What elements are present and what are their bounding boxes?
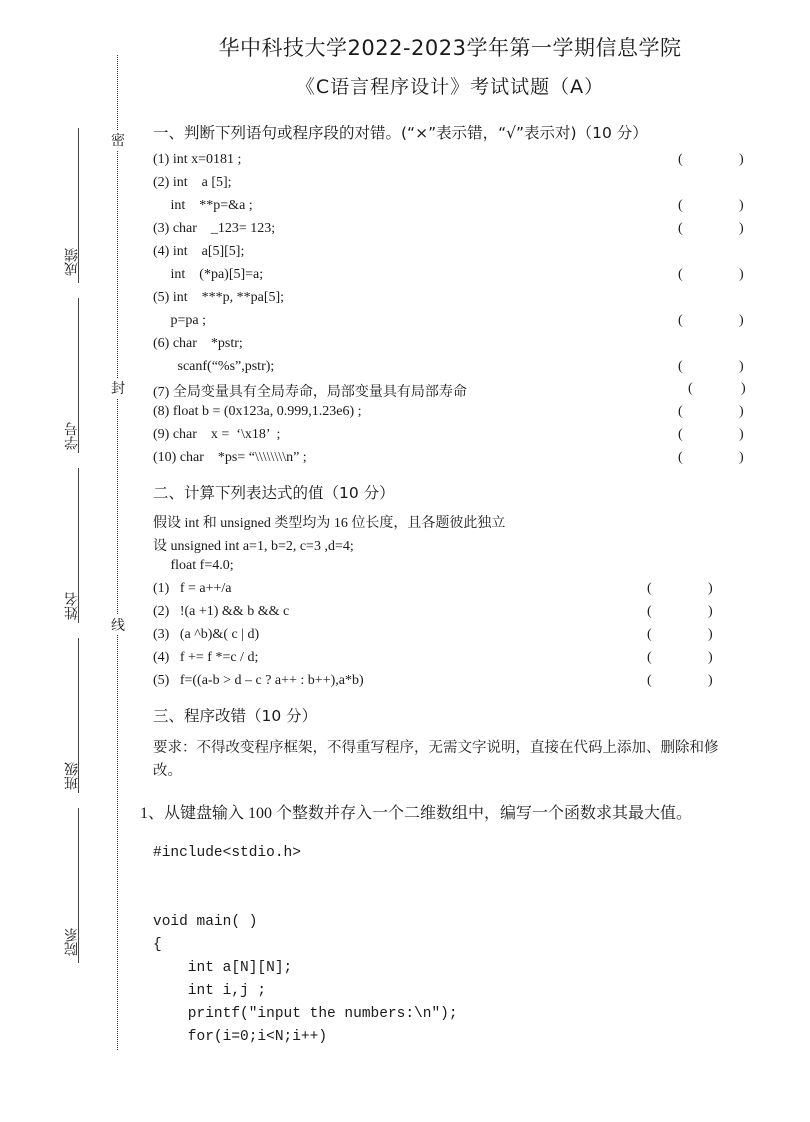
question-line: (9) char x = ‘\x18’ ;	[153, 427, 281, 442]
answer-paren-open: (	[647, 673, 652, 688]
answer-paren-open: (	[678, 198, 683, 213]
code-line: int a[N][N];	[153, 960, 293, 976]
answer-paren-open: (	[678, 427, 683, 442]
question-line: (7) 全局变量具有全局寿命，局部变量具有局部寿命	[153, 385, 467, 400]
question-line: (5) int ***p, **pa[5];	[153, 290, 285, 305]
answer-paren-close: )	[739, 313, 744, 328]
answer-paren-open: (	[647, 650, 652, 665]
question-line: (3) char _123= 123;	[153, 221, 276, 236]
answer-paren-open: (	[647, 627, 652, 642]
answer-paren-open: (	[678, 313, 683, 328]
answer-paren-close: )	[708, 627, 713, 642]
answer-paren-open: (	[678, 221, 683, 236]
exam-title-university: 华中科技大学2022-2023学年第一学期信息学院	[218, 36, 682, 60]
question-line: (4) int a[5][5];	[153, 244, 245, 259]
question-line: scanf(“%s”,pstr);	[153, 359, 275, 374]
code-line: {	[153, 937, 162, 953]
answer-paren-close: )	[739, 450, 744, 465]
answer-paren-close: )	[739, 427, 744, 442]
question-line: (6) char *pstr;	[153, 336, 243, 351]
answer-paren-close: )	[739, 198, 744, 213]
seal-dotted-line	[117, 55, 118, 1050]
answer-paren-open: (	[688, 381, 693, 396]
answer-paren-open: (	[678, 404, 683, 419]
answer-paren-open: (	[678, 267, 683, 282]
expression-item: (3) (a ^b)&( c | d)	[153, 627, 260, 642]
code-line: int i,j ;	[153, 983, 267, 999]
field-label-student-id: 学号	[64, 422, 80, 450]
question-line: (2) int a [5];	[153, 175, 232, 190]
answer-paren-close: )	[741, 381, 746, 396]
section3-heading: 三、程序改错（10 分）	[153, 707, 318, 725]
section3-requirement: 要求：不得改变程序框架，不得重写程序，无需文字说明，直接在代码上添加、删除和修	[153, 740, 719, 756]
question1-prompt: 1、从键盘输入 100 个整数并存入一个二维数组中，编写一个函数求其最大值。	[140, 805, 693, 822]
question-line: (1) int x=0181 ;	[153, 152, 242, 167]
section2-heading: 二、计算下列表达式的值（10 分）	[153, 484, 395, 502]
field-label-department: 院系	[64, 928, 80, 956]
answer-paren-open: (	[647, 604, 652, 619]
seal-mark-xian: 线	[109, 615, 127, 635]
answer-paren-close: )	[739, 267, 744, 282]
question-line: p=pa ;	[153, 313, 206, 328]
answer-paren-close: )	[708, 581, 713, 596]
section2-intro-line: 设 unsigned int a=1, b=2, c=3 ,d=4;	[153, 539, 354, 554]
field-label-class: 班级	[64, 762, 80, 790]
question-line: (10) char *ps= “\\\\\\\\n” ;	[153, 450, 307, 465]
section2-intro-line: float f=4.0;	[153, 558, 234, 573]
expression-item: (4) f += f *=c / d;	[153, 650, 259, 665]
question-line: (8) float b = (0x123a, 0.999,1.23e6) ;	[153, 404, 362, 419]
answer-paren-open: (	[678, 152, 683, 167]
code-line: printf("input the numbers:\n");	[153, 1006, 458, 1022]
question-line: int **p=&a ;	[153, 198, 253, 213]
section2-intro-line: 假设 int 和 unsigned 类型均为 16 位长度，且各题彼此独立	[153, 516, 506, 531]
expression-item: (5) f=((a-b > d – c ? a++ : b++),a*b)	[153, 673, 364, 688]
seal-mark-mi: 密	[109, 130, 127, 150]
answer-paren-open: (	[647, 581, 652, 596]
code-line: #include<stdio.h>	[153, 845, 301, 861]
answer-paren-open: (	[678, 359, 683, 374]
seal-mark-feng: 封	[109, 378, 127, 398]
field-label-name: 姓名	[64, 592, 80, 620]
code-line: void main( )	[153, 914, 258, 930]
field-label-score: 成绩	[64, 248, 80, 276]
exam-title-course: 《C语言程序设计》考试试题（A）	[295, 76, 605, 98]
code-line: for(i=0;i<N;i++)	[153, 1029, 328, 1045]
expression-item: (1) f = a++/a	[153, 581, 232, 596]
expression-item: (2) !(a +1) && b && c	[153, 604, 290, 619]
answer-paren-open: (	[678, 450, 683, 465]
answer-paren-close: )	[708, 604, 713, 619]
answer-paren-close: )	[739, 221, 744, 236]
question-line: int (*pa)[5]=a;	[153, 267, 264, 282]
answer-paren-close: )	[739, 152, 744, 167]
answer-paren-close: )	[739, 359, 744, 374]
answer-paren-close: )	[708, 650, 713, 665]
answer-paren-close: )	[708, 673, 713, 688]
answer-paren-close: )	[739, 404, 744, 419]
section3-requirement-cont: 改。	[153, 763, 182, 779]
section1-heading: 一、判断下列语句或程序段的对错。(“×”表示错，“√”表示对)（10 分）	[153, 124, 648, 142]
